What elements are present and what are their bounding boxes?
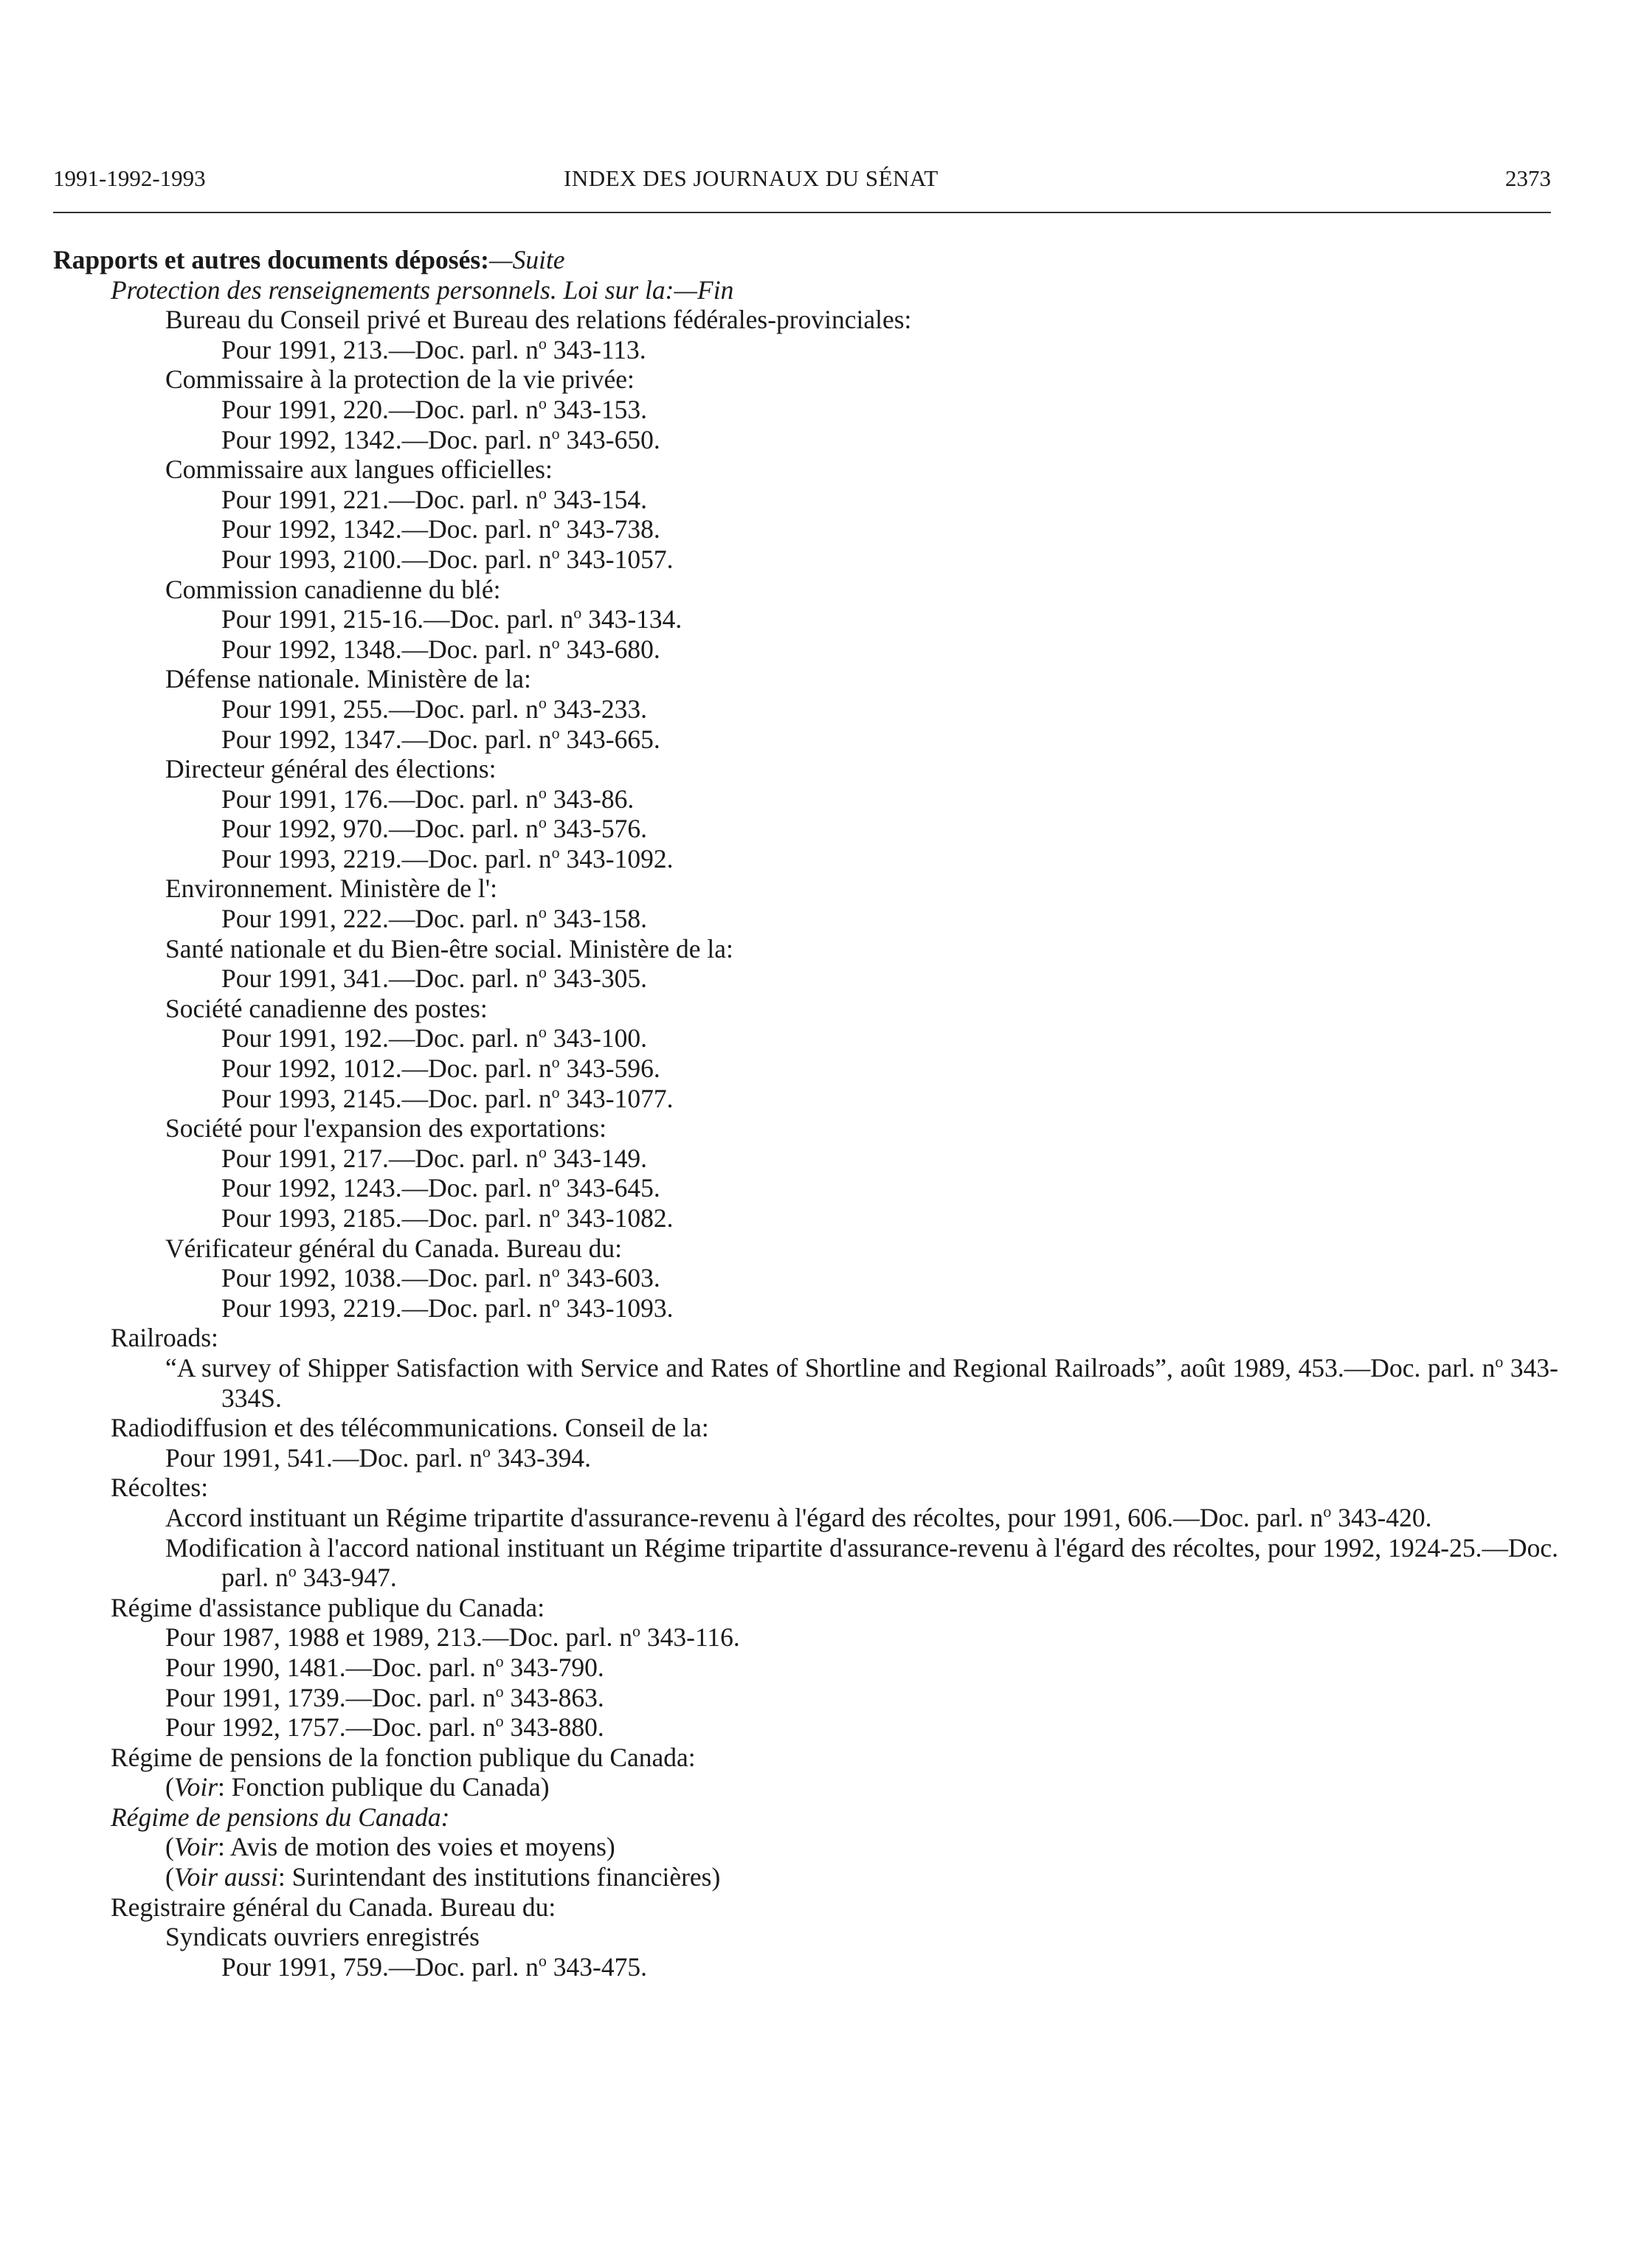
header-years: 1991-1992-1993	[53, 165, 206, 191]
index-line: Vérificateur général du Canada. Bureau du:	[165, 1233, 622, 1263]
index-line: Pour 1991, 215-16.—Doc. parl. $n^o$ 343-134.	[221, 603, 682, 634]
index-line: (Voir: Avis de motion des voies et moyens)	[165, 1832, 615, 1862]
index-line: Pour 1991, 220.—Doc. parl. $n^o$ 343-153.	[221, 394, 647, 424]
index-line: Régime de pensions de la fonction publique du Canada:	[111, 1742, 696, 1772]
index-line: Pour 1991, 541.—Doc. parl. $n^o$ 343-394.	[165, 1442, 591, 1473]
index-line: Pour 1991, 341.—Doc. parl. $n^o$ 343-305.	[221, 963, 647, 994]
index-line: Société canadienne des postes:	[165, 993, 488, 1023]
header-page-number: 2373	[1505, 165, 1551, 191]
index-line: Railroads:	[111, 1323, 218, 1353]
index-line: Pour 1993, 2100.—Doc. parl. $n^o$ 343-1057.	[221, 544, 674, 574]
index-line: Pour 1992, 1347.—Doc. parl. $n^o$ 343-665.	[221, 723, 660, 754]
index-line: Pour 1993, 2145.—Doc. parl. $n^o$ 343-1077.	[221, 1082, 674, 1113]
index-line: Pour 1991, 217.—Doc. parl. $n^o$ 343-149.	[221, 1142, 647, 1173]
index-line: (Voir: Fonction publique du Canada)	[165, 1772, 550, 1802]
index-line: Pour 1992, 1342.—Doc. parl. $n^o$ 343-738.	[221, 513, 660, 544]
index-line: Commissaire aux langues officielles:	[165, 454, 553, 485]
index-line: Pour 1992, 1342.—Doc. parl. $n^o$ 343-650.	[221, 423, 660, 454]
index-line: Récoltes:	[111, 1473, 209, 1503]
index-line: Radiodiffusion et des télécommunications. Conseil de la:	[111, 1413, 709, 1443]
index-line: Pour 1992, 1243.—Doc. parl. $n^o$ 343-645.	[221, 1172, 660, 1203]
index-line: Pour 1992, 1038.—Doc. parl. $n^o$ 343-603.	[221, 1262, 660, 1293]
index-content	[53, 245, 1558, 1982]
index-line: Pour 1990, 1481.—Doc. parl. $n^o$ 343-790.	[165, 1652, 604, 1682]
index-line: Santé nationale et du Bien-être social. Ministère de la:	[165, 933, 733, 964]
index-line: “A survey of Shipper Satisfaction with Service and Rates of Shortline and Regional Railroads”, août 1989, 453.—Doc. parl. $n^o$ 343-334S.	[165, 1352, 1559, 1413]
index-line: Pour 1991, 222.—Doc. parl. $n^o$ 343-158.	[221, 903, 647, 934]
index-line: Registraire général du Canada. Bureau du:	[111, 1892, 556, 1922]
index-line: Pour 1991, 213.—Doc. parl. $n^o$ 343-113.	[221, 333, 646, 364]
index-line: Régime de pensions du Canada:	[111, 1802, 450, 1832]
index-line: Pour 1987, 1988 et 1989, 213.—Doc. parl. $n^o$ 343-116.	[165, 1622, 740, 1653]
index-line: Pour 1993, 2219.—Doc. parl. $n^o$ 343-1093.	[221, 1292, 674, 1323]
index-line: Syndicats ouvriers enregistrés	[165, 1922, 480, 1952]
index-line: Rapports et autres documents déposés:—Suite	[53, 245, 565, 274]
index-line: Commissaire à la protection de la vie privée:	[165, 364, 635, 395]
index-line: Environnement. Ministère de l':	[165, 874, 498, 904]
index-line: Pour 1992, 1012.—Doc. parl. $n^o$ 343-596.	[221, 1053, 660, 1084]
page-header	[53, 165, 1551, 198]
index-line: Régime d'assistance publique du Canada:	[111, 1592, 545, 1622]
index-line: Pour 1991, 1739.—Doc. parl. $n^o$ 343-863.	[165, 1681, 604, 1712]
index-line: Société pour l'expansion des exportations:	[165, 1113, 606, 1144]
index-line: Pour 1991, 176.—Doc. parl. $n^o$ 343-86.	[221, 783, 635, 814]
index-line: Pour 1993, 2219.—Doc. parl. $n^o$ 343-1092.	[221, 843, 674, 874]
index-line: Pour 1991, 255.—Doc. parl. $n^o$ 343-233.	[221, 694, 647, 724]
header-title: INDEX DES JOURNAUX DU SÉNAT	[564, 165, 939, 191]
index-line: Modification à l'accord national instituant un Régime tripartite d'assurance-revenu à l'égard des récoltes, pour 1992, 1924-25.—Doc. parl. $n^o$ 343-947.	[165, 1532, 1558, 1593]
index-line: Pour 1991, 221.—Doc. parl. $n^o$ 343-154.	[221, 483, 647, 514]
index-line: Défense nationale. Ministère de la:	[165, 664, 531, 694]
index-line: Commission canadienne du blé:	[165, 574, 501, 604]
index-line: Pour 1991, 759.—Doc. parl. $n^o$ 343-475.	[221, 1951, 647, 1982]
index-line: Bureau du Conseil privé et Bureau des relations fédérales-provinciales:	[165, 305, 912, 335]
index-line: (Voir aussi: Surintendant des institutions financières)	[165, 1862, 721, 1892]
index-line: Pour 1993, 2185.—Doc. parl. $n^o$ 343-1082.	[221, 1203, 674, 1233]
index-line: Pour 1991, 192.—Doc. parl. $n^o$ 343-100.	[221, 1023, 647, 1054]
index-line: Pour 1992, 1757.—Doc. parl. $n^o$ 343-880.	[165, 1712, 604, 1743]
index-line: Directeur général des élections:	[165, 754, 497, 784]
index-line: Accord instituant un Régime tripartite d'assurance-revenu à l'égard des récoltes, pour 1991, 606.—Doc. parl. $n^o$ 343-420.	[165, 1502, 1432, 1532]
header-divider	[53, 212, 1551, 213]
index-line: Protection des renseignements personnels. Loi sur la:—Fin	[111, 274, 734, 305]
index-line: Pour 1992, 970.—Doc. parl. $n^o$ 343-576.	[221, 813, 647, 844]
index-line: Pour 1992, 1348.—Doc. parl. $n^o$ 343-680.	[221, 633, 660, 664]
